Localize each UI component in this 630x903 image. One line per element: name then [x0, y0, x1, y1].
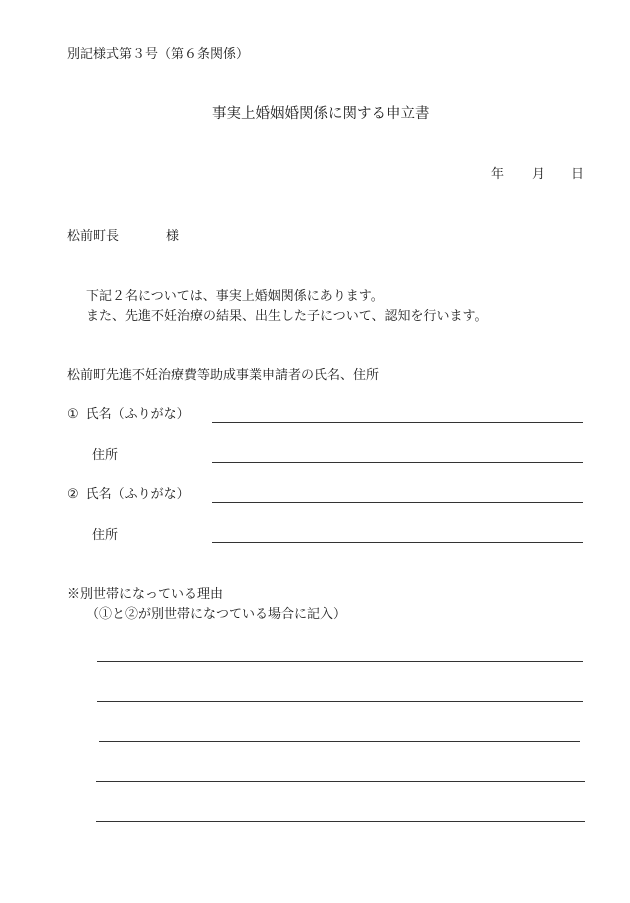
reason-line[interactable]: [96, 781, 585, 782]
address-label: 住所: [92, 528, 119, 543]
reason-line[interactable]: [96, 821, 585, 822]
section-heading: 松前町先進不妊治療費等助成事業申請者の氏名、住所: [67, 368, 380, 383]
applicant-1-name-field[interactable]: [212, 422, 583, 423]
form-number: 別記様式第３号（第６条関係）: [67, 47, 250, 62]
applicant-2-address-field[interactable]: [212, 542, 583, 543]
applicant-2-name-field[interactable]: [212, 502, 583, 503]
recipient-name: 松前町長: [67, 229, 120, 244]
body-line: 下記２名については、事実上婚姻関係にあります。: [86, 289, 384, 304]
address-label: 住所: [92, 448, 119, 463]
reason-line[interactable]: [97, 701, 583, 702]
date-day-label: 日: [571, 167, 585, 182]
reason-heading: ※別世帯になっている理由: [67, 587, 224, 602]
reason-line[interactable]: [99, 741, 580, 742]
applicant-number: ①: [67, 407, 79, 422]
name-label: 氏名（ふりがな）: [85, 487, 190, 502]
recipient-honorific: 様: [166, 229, 180, 244]
applicant-1-address-field[interactable]: [212, 462, 583, 463]
body-line: また、先進不妊治療の結果、出生した子について、認知を行います。: [86, 309, 488, 324]
reason-note: （①と②が別世帯になつている場合に記入）: [86, 607, 347, 622]
document-title: 事実上婚姻婚関係に関する申立書: [212, 106, 430, 122]
applicant-1-name-row: [67, 408, 190, 421]
date-year-label: 年: [491, 167, 505, 182]
applicant-2-name-row: [67, 488, 190, 501]
date-month-label: 月: [532, 167, 546, 182]
applicant-number: ②: [67, 487, 79, 502]
reason-line[interactable]: [97, 661, 583, 662]
name-label: 氏名（ふりがな）: [85, 407, 190, 422]
